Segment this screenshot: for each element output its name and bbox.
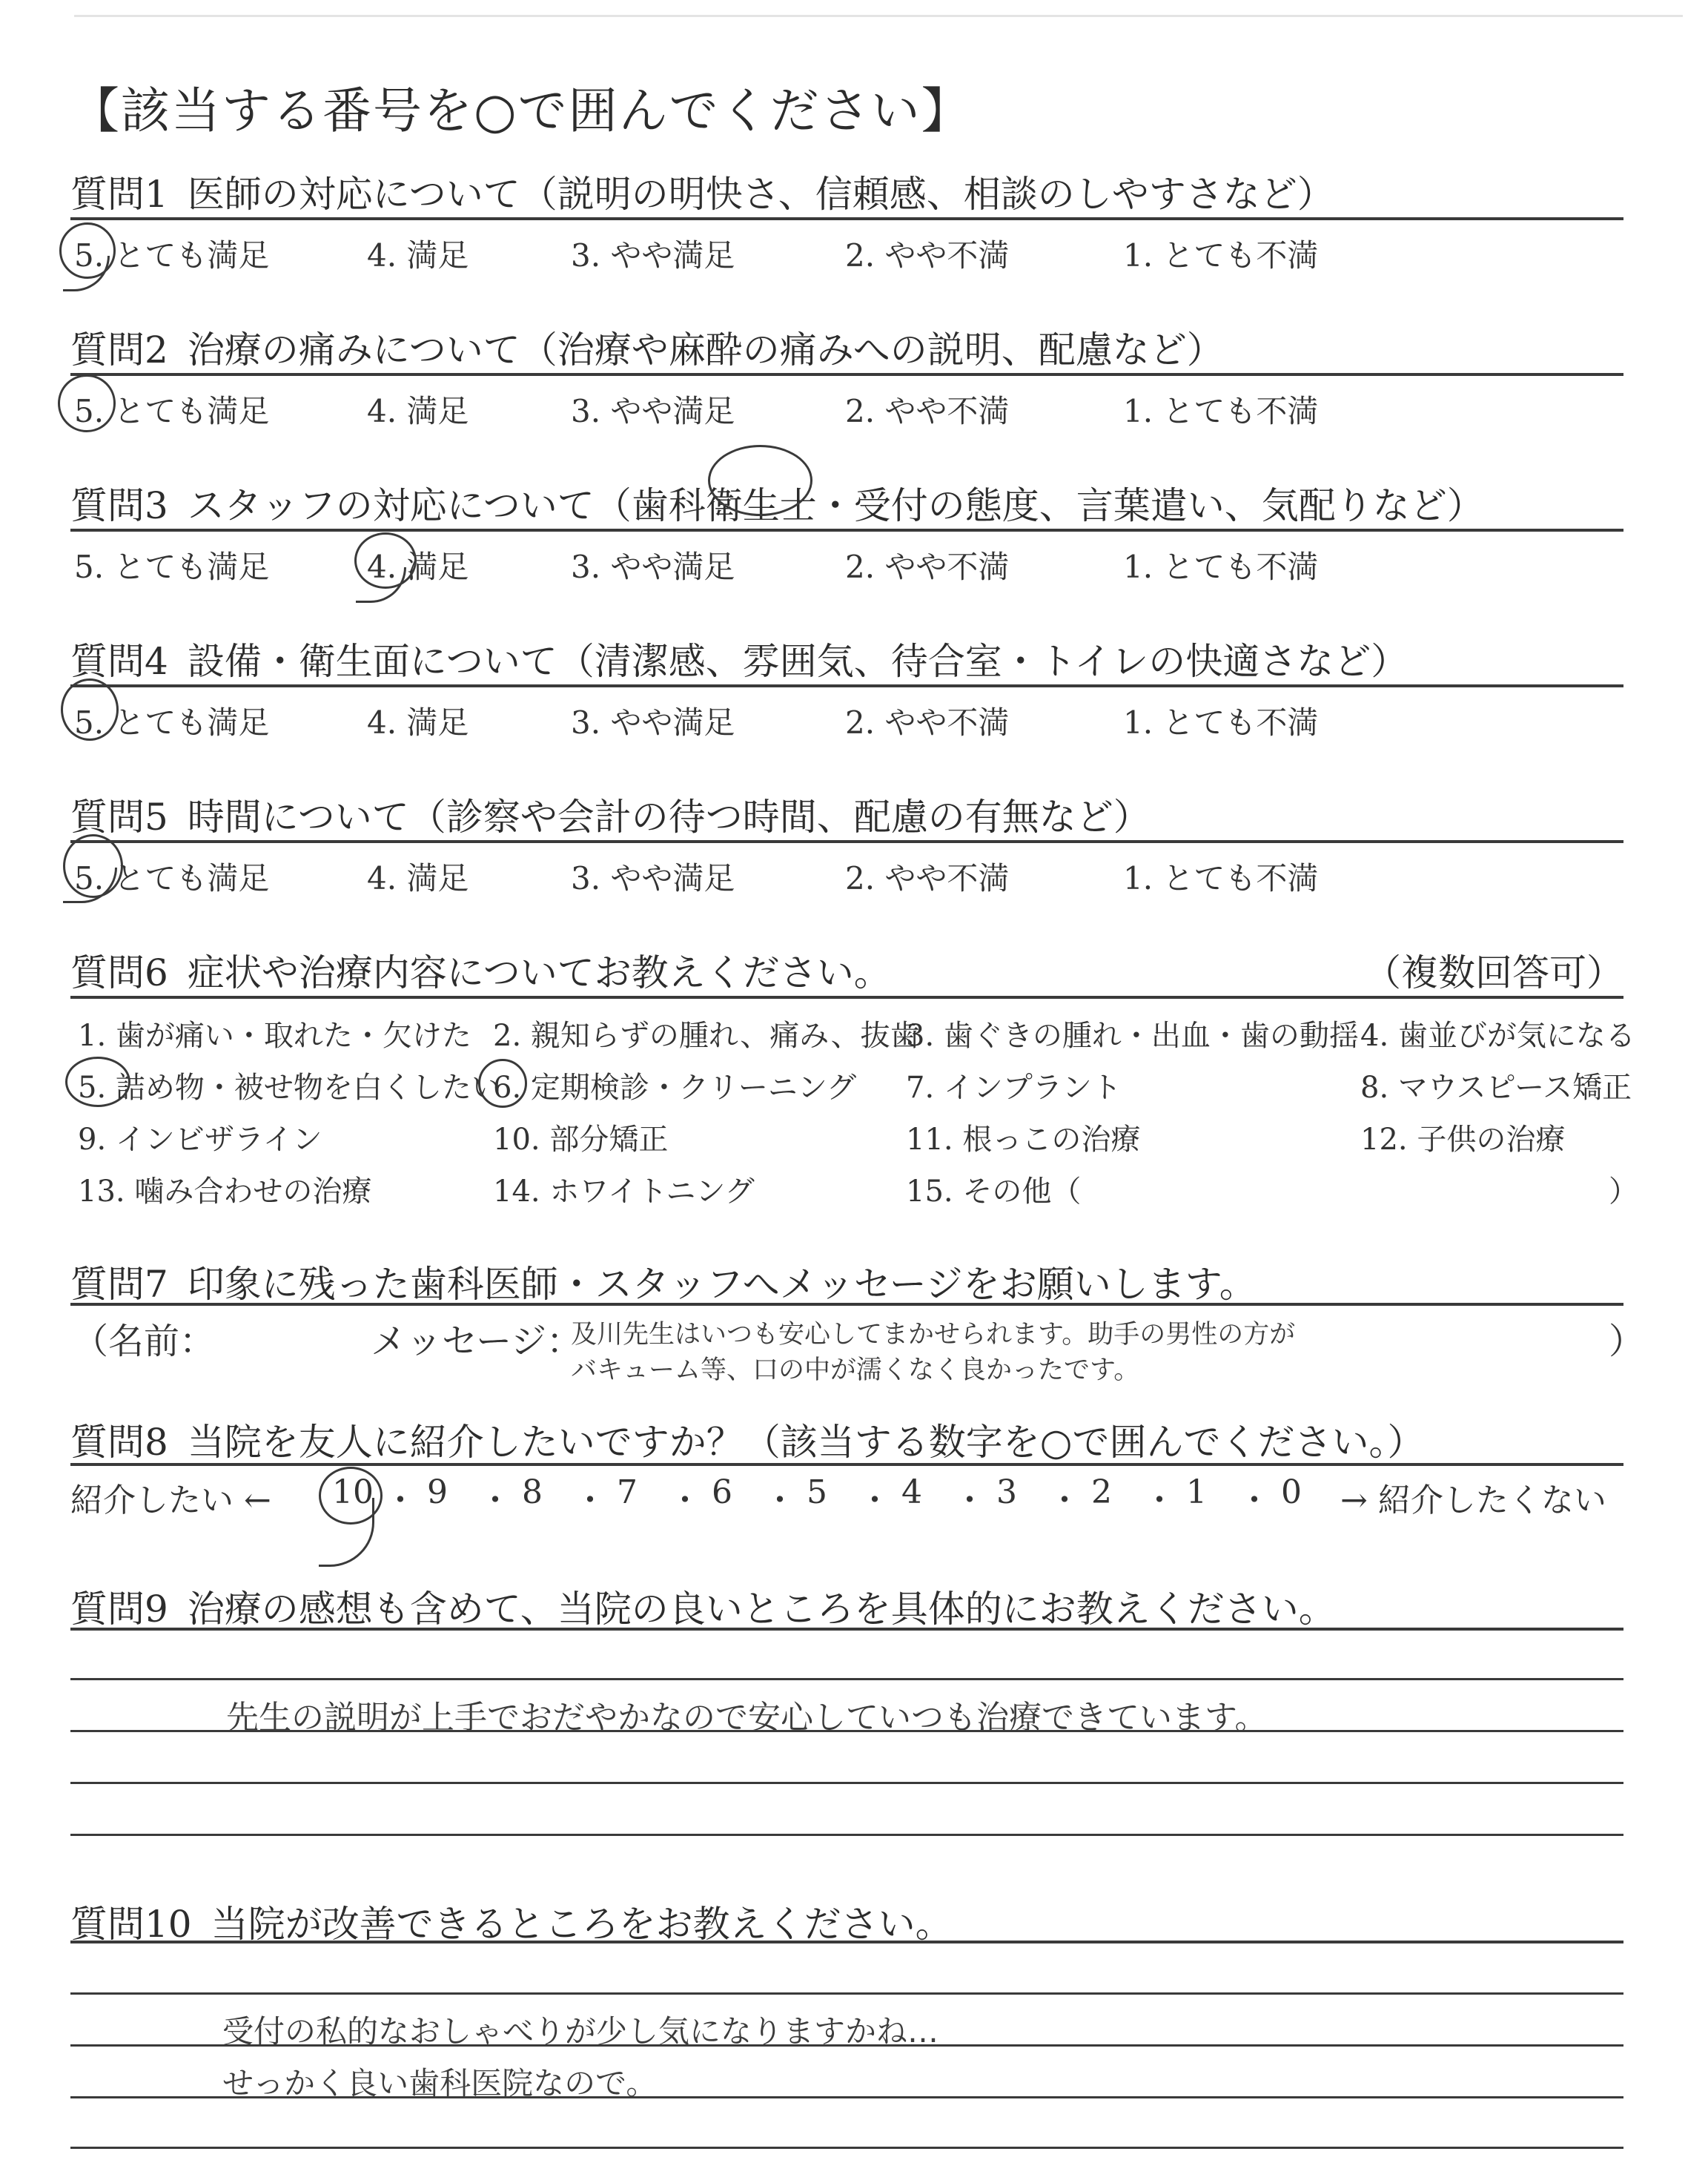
question-4-title bbox=[70, 632, 1408, 685]
q10-answer-line-1 bbox=[70, 1992, 1623, 1995]
q8-separator-dot: ・ bbox=[479, 1482, 512, 1519]
q8-separator-dot: ・ bbox=[858, 1482, 891, 1519]
q5-option-1[interactable]: 1. とても不満 bbox=[1123, 860, 1319, 896]
q2-option-5[interactable]: 5. とても満足 bbox=[74, 393, 270, 429]
question-9-number: 質問9 bbox=[70, 1588, 168, 1631]
q2-option-4[interactable]: 4. 満足 bbox=[367, 393, 469, 429]
q6-option-5-circle bbox=[65, 1057, 130, 1107]
q4-option-1[interactable]: 1. とても不満 bbox=[1123, 704, 1319, 741]
q9-answer-line-4 bbox=[70, 1834, 1623, 1836]
question-6-note: （複数回答可） bbox=[1364, 951, 1623, 994]
q4-option-5[interactable]: 5. とても満足 bbox=[74, 704, 270, 741]
question-8-title bbox=[70, 1413, 1424, 1466]
question-3-rule bbox=[70, 529, 1623, 532]
question-1-number: 質問1 bbox=[70, 173, 168, 216]
q8-rating-2[interactable]: 2 bbox=[1091, 1473, 1112, 1511]
q2-selection-circle bbox=[58, 374, 116, 432]
q8-right-label: → 紹介したくない bbox=[1340, 1482, 1606, 1519]
question-6-title bbox=[70, 943, 891, 997]
q1-selection-stroke bbox=[63, 256, 110, 291]
q8-separator-dot: ・ bbox=[953, 1482, 986, 1519]
q6-option-7[interactable]: 7. インプラント bbox=[906, 1071, 1122, 1105]
q6-option-3[interactable]: 3. 歯ぐきの腫れ・出血・歯の動揺 bbox=[906, 1019, 1359, 1053]
question-10-rule bbox=[70, 1941, 1623, 1943]
q8-rating-7[interactable]: 7 bbox=[617, 1473, 638, 1511]
question-9-text: 治療の感想も含めて、当院の良いところを具体的にお教えください。 bbox=[187, 1588, 1336, 1631]
question-1-rule bbox=[70, 217, 1623, 220]
q4-option-2[interactable]: 2. やや不満 bbox=[845, 704, 1010, 741]
top-edge-line bbox=[74, 15, 1683, 17]
q6-close-paren: ） bbox=[1609, 1175, 1638, 1209]
q6-option-6-circle bbox=[478, 1059, 527, 1108]
question-8-rule bbox=[70, 1463, 1623, 1466]
q8-rating-4[interactable]: 4 bbox=[901, 1473, 922, 1511]
q6-option-13[interactable]: 13. 噛み合わせの治療 bbox=[78, 1175, 372, 1209]
question-3-number: 質問3 bbox=[70, 484, 168, 527]
q3-option-5[interactable]: 5. とても満足 bbox=[74, 549, 270, 585]
q8-rating-0[interactable]: 0 bbox=[1281, 1473, 1302, 1511]
q6-option-14[interactable]: 14. ホワイトニング bbox=[493, 1175, 755, 1209]
q2-option-3[interactable]: 3. やや満足 bbox=[571, 393, 735, 429]
q1-option-2[interactable]: 2. やや不満 bbox=[845, 237, 1010, 274]
q3-option-3[interactable]: 3. やや満足 bbox=[571, 549, 735, 585]
q10-answer-line-4 bbox=[70, 2147, 1623, 2149]
q8-selection-stroke bbox=[319, 1498, 374, 1567]
question-6-rule bbox=[70, 996, 1623, 999]
q8-rating-3[interactable]: 3 bbox=[996, 1473, 1017, 1511]
q6-option-5[interactable]: 5. 詰め物・被せ物を白くしたい bbox=[78, 1071, 501, 1105]
q6-option-11[interactable]: 11. 根っこの治療 bbox=[906, 1123, 1141, 1157]
q9-answer-line-1 bbox=[70, 1678, 1623, 1680]
q2-option-2[interactable]: 2. やや不満 bbox=[845, 393, 1010, 429]
q4-selection-circle bbox=[61, 678, 119, 741]
q4-option-4[interactable]: 4. 満足 bbox=[367, 704, 469, 741]
q5-option-4[interactable]: 4. 満足 bbox=[367, 860, 469, 896]
q5-option-2[interactable]: 2. やや不満 bbox=[845, 860, 1010, 896]
question-1-title bbox=[70, 165, 1334, 218]
q6-option-8[interactable]: 8. マウスピース矯正 bbox=[1360, 1071, 1632, 1105]
q8-rating-8[interactable]: 8 bbox=[522, 1473, 543, 1511]
q8-rating-10[interactable]: 10 bbox=[332, 1473, 374, 1511]
q8-separator-dot: ・ bbox=[1048, 1482, 1081, 1519]
q6-option-10[interactable]: 10. 部分矯正 bbox=[493, 1123, 669, 1157]
q3-selection-stroke bbox=[356, 567, 406, 603]
question-8-text: 当院を友人に紹介したいですか？（該当する数字を○で囲んでください。） bbox=[187, 1421, 1425, 1464]
q6-option-15[interactable]: 15. その他（ bbox=[906, 1175, 1082, 1209]
q8-separator-dot: ・ bbox=[1143, 1482, 1176, 1519]
q6-option-6[interactable]: 6. 定期検診・クリーニング bbox=[493, 1071, 857, 1105]
q4-option-3[interactable]: 3. やや満足 bbox=[571, 704, 735, 741]
q8-separator-dot: ・ bbox=[384, 1482, 417, 1519]
question-4-number: 質問4 bbox=[70, 640, 168, 683]
q9-handwritten-answer: 先生の説明が上手でおだやかなので安心していつも治療できています。 bbox=[226, 1699, 1268, 1737]
question-2-title bbox=[70, 320, 1224, 374]
q1-option-4[interactable]: 4. 満足 bbox=[367, 237, 469, 274]
q7-name-label: （名前： bbox=[73, 1321, 216, 1362]
q8-left-label: 紹介したい ← bbox=[70, 1482, 271, 1519]
q5-option-5[interactable]: 5. とても満足 bbox=[74, 860, 270, 896]
q8-rating-5[interactable]: 5 bbox=[807, 1473, 827, 1511]
question-5-rule bbox=[70, 840, 1623, 843]
q8-separator-dot: ・ bbox=[669, 1482, 701, 1519]
question-10-number: 質問10 bbox=[70, 1903, 192, 1946]
question-6-number: 質問6 bbox=[70, 951, 168, 994]
q6-option-12[interactable]: 12. 子供の治療 bbox=[1360, 1123, 1566, 1157]
q9-answer-line-3 bbox=[70, 1782, 1623, 1784]
q8-rating-9[interactable]: 9 bbox=[427, 1473, 448, 1511]
question-2-rule bbox=[70, 373, 1623, 376]
form-header: 【該当する番号を○で囲んでください】 bbox=[70, 82, 972, 139]
question-10-text: 当院が改善できるところをお教えください。 bbox=[211, 1903, 953, 1946]
question-7-number: 質問7 bbox=[70, 1263, 168, 1306]
q7-handwritten-line-1: 及川先生はいつも安心してまかせられます。助手の男性の方が bbox=[571, 1320, 1296, 1350]
question-5-title bbox=[70, 787, 1151, 841]
q7-message-label: メッセージ： bbox=[371, 1321, 583, 1362]
q7-handwritten-line-2: バキューム等、口の中が濡くなく良かったです。 bbox=[571, 1355, 1140, 1385]
q6-option-9[interactable]: 9. インビザライン bbox=[78, 1123, 322, 1157]
q8-rating-6[interactable]: 6 bbox=[712, 1473, 732, 1511]
q8-separator-dot: ・ bbox=[1238, 1482, 1271, 1519]
question-2-number: 質問2 bbox=[70, 328, 168, 371]
question-4-text: 設備・衛生面について（清潔感、雰囲気、待合室・トイレの快適さなど） bbox=[187, 640, 1409, 683]
question-9-title bbox=[70, 1579, 1336, 1633]
q7-close-paren: ） bbox=[1609, 1321, 1645, 1362]
q10-handwritten-line-1: 受付の私的なおしゃべりが少し気になりますかね… bbox=[222, 2013, 939, 2050]
q6-option-1[interactable]: 1. 歯が痛い・取れた・欠けた bbox=[78, 1019, 471, 1053]
q1-option-3[interactable]: 3. やや満足 bbox=[571, 237, 735, 274]
question-6-text: 症状や治療内容についてお教えください。 bbox=[187, 951, 891, 994]
q2-option-1[interactable]: 1. とても不満 bbox=[1123, 393, 1319, 429]
question-4-rule bbox=[70, 684, 1623, 687]
question-5-number: 質問5 bbox=[70, 796, 168, 839]
q8-separator-dot: ・ bbox=[574, 1482, 606, 1519]
q3-stray-circle bbox=[708, 445, 812, 516]
question-7-rule bbox=[70, 1303, 1623, 1306]
question-3-text: スタッフの対応について（歯科衛生士・受付の態度、言葉遣い、気配りなど） bbox=[187, 484, 1484, 527]
question-7-title bbox=[70, 1255, 1257, 1308]
question-2-text: 治療の痛みについて（治療や麻酔の痛みへの説明、配慮など） bbox=[187, 328, 1224, 371]
q3-option-4[interactable]: 4. 満足 bbox=[367, 549, 469, 585]
q3-option-2[interactable]: 2. やや不満 bbox=[845, 549, 1010, 585]
q6-option-2[interactable]: 2. 親知らずの腫れ、痛み、抜歯 bbox=[493, 1019, 920, 1053]
question-1-text: 医師の対応について（説明の明快さ、信頼感、相談のしやすさなど） bbox=[187, 173, 1334, 216]
question-8-number: 質問8 bbox=[70, 1421, 168, 1464]
q1-option-5[interactable]: 5. とても満足 bbox=[74, 237, 270, 274]
q10-handwritten-line-2: せっかく良い歯科医院なので。 bbox=[222, 2065, 658, 2101]
q8-separator-dot: ・ bbox=[764, 1482, 796, 1519]
question-7-text: 印象に残った歯科医師・スタッフへメッセージをお願いします。 bbox=[187, 1263, 1257, 1306]
question-9-rule bbox=[70, 1628, 1623, 1631]
q3-option-1[interactable]: 1. とても不満 bbox=[1123, 549, 1319, 585]
q5-option-3[interactable]: 3. やや満足 bbox=[571, 860, 735, 896]
question-5-text: 時間について（診察や会計の待つ時間、配慮の有無など） bbox=[187, 796, 1151, 839]
q6-option-4[interactable]: 4. 歯並びが気になる bbox=[1360, 1019, 1635, 1053]
q8-rating-1[interactable]: 1 bbox=[1186, 1473, 1207, 1511]
q1-option-1[interactable]: 1. とても不満 bbox=[1123, 237, 1319, 274]
